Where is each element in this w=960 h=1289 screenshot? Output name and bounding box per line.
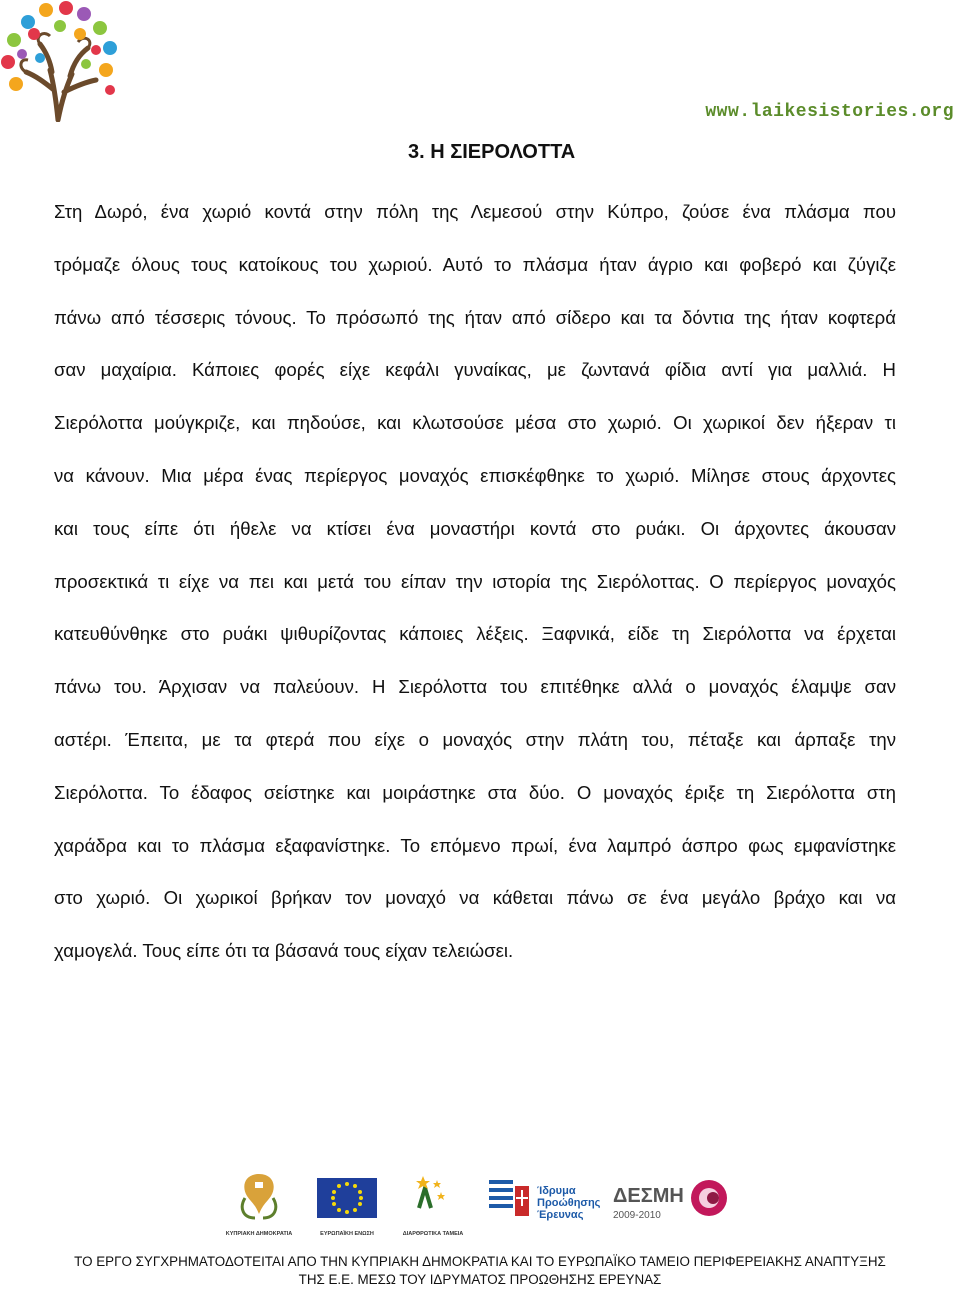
- structural-funds-icon: [393, 1168, 473, 1238]
- svg-text:Προώθησης: Προώθησης: [537, 1197, 601, 1209]
- story-line: χαμογελά. Τους είπε ότι τα βάσανά τους είχαν τελειώσει.: [54, 940, 514, 962]
- cyprus-republic-emblem-icon: [225, 1168, 293, 1238]
- story-line: κατευθύνθηκε στο ρυάκι ψιθυρίζοντας κάποιες λέξεις. Ξαφνικά, είδε τη Σιερόλοττα να έρχεται: [54, 623, 896, 645]
- eu-flag-icon: [315, 1168, 379, 1238]
- desmi-logo-icon: [609, 1168, 733, 1238]
- story-line: Σιερόλοττα μούγκριζε, και πηδούσε, και κλωτσούσε μέσα στο χωριό. Οι χωρικοί δεν ήξεραν τι: [54, 412, 896, 434]
- story-line: Σιερόλοττα. Το έδαφος σείστηκε και μοιράστηκε στα δύο. Ο μοναχός έριξε τη Σιερόλοττα στη: [54, 781, 896, 803]
- sponsor-caption: ΕΥΡΩΠΑΪΚΗ ΕΝΩΣΗ: [320, 1231, 374, 1237]
- site-url[interactable]: www.laikesistories.org: [705, 102, 954, 122]
- svg-text:Έρευνας: Έρευνας: [537, 1209, 584, 1221]
- sponsor-logos: [225, 1168, 735, 1238]
- story-line: σαν μαχαίρια. Κάποιες φορές είχε κεφάλι γυναίκας, με ζωντανά φίδια αντί για μαλλιά. Η: [54, 359, 896, 381]
- funding-statement: ΤΟ ΕΡΓΟ ΣΥΓΧΡΗΜΑΤΟΔΟΤΕΙΤΑΙ ΑΠΟ ΤΗΝ ΚΥΠΡΙΑΚΗ ΔΗΜΟΚΡΑΤΙΑ ΚΑΙ ΤΟ ΕΥΡΩΠΑΪΚΟ ΤΑΜΕΙΟ ΠΕΡΙΦΕΡΕΙΑΚΗΣ ΑΝΑΠΤΥΞΗΣ: [74, 1254, 886, 1269]
- sponsor-caption: ΔΙΑΡΘΡΩΤΙΚΑ ΤΑΜΕΙΑ: [402, 1231, 464, 1237]
- story-title: 3. Η ΣΙΕΡΟΛΟΤΤΑ: [408, 141, 576, 163]
- story-line: και τους είπε ότι ήθελε να κτίσει ένα μοναστήρι κοντά στο ρυάκι. Οι άρχοντες άκουσαν: [54, 517, 896, 539]
- funding-statement: ΤΗΣ Ε.Ε. ΜΕΣΩ ΤΟΥ ΙΔΡΥΜΑΤΟΣ ΠΡΟΩΘΗΣΗΣ ΕΡΕΥΝΑΣ: [298, 1272, 662, 1287]
- svg-text:2009-2010: 2009-2010: [613, 1210, 661, 1221]
- svg-text:Ίδρυμα: Ίδρυμα: [537, 1185, 576, 1197]
- story-line: να κάνουν. Μια μέρα ένας περίεργος μοναχός επισκέφθηκε το χωριό. Μίλησε στους άρχοντες: [54, 464, 896, 486]
- story-line: χαράδρα και το πλάσμα εξαφανίστηκε. Το επόμενο πρωί, ένα λαμπρό άσπρο φως εμφανίστηκε: [54, 834, 896, 856]
- svg-text:ΔΕΣΜΗ: ΔΕΣΜΗ: [613, 1185, 684, 1207]
- story-line: Στη Δωρό, ένα χωριό κοντά στην πόλη της Λεμεσού στην Κύπρο, ζούσε ένα πλάσμα που: [54, 201, 896, 222]
- story-line: τρόμαζε όλους τους κατοίκους του χωριού. Αυτό το πλάσμα ήταν άγριο και φοβερό και ζύγιζε: [54, 253, 896, 275]
- story-line: στο χωριό. Οι χωρικοί βρήκαν τον μοναχό να κάθεται πάνω σε ένα μεγάλο βράχο και να: [54, 887, 896, 909]
- research-promotion-foundation-icon: [487, 1168, 607, 1238]
- story-line: προσεκτικά τι είχε να πει και μετά του είπαν την ιστορία της Σιερόλοττας. Ο περίεργος μοναχός: [54, 570, 896, 592]
- story-body: [54, 186, 896, 978]
- story-line: πάνω από τέσσερις τόνους. Το πρόσωπό της ήταν από σίδερο και τα δόντια της ήταν κοφτερά: [54, 306, 896, 328]
- tree-of-hands-icon: [0, 0, 120, 122]
- sponsor-caption: ΚΥΠΡΙΑΚΗ ΔΗΜΟΚΡΑΤΙΑ: [225, 1231, 293, 1237]
- story-line: πάνω του. Άρχισαν να παλεύουν. Η Σιερόλοττα του επιτέθηκε αλλά ο μοναχός έλαμψε σαν: [54, 676, 896, 698]
- story-line: αστέρι. Έπειτα, με τα φτερά που είχε ο μοναχός στην πλάτη του, πέταξε και άρπαξε την: [54, 728, 896, 750]
